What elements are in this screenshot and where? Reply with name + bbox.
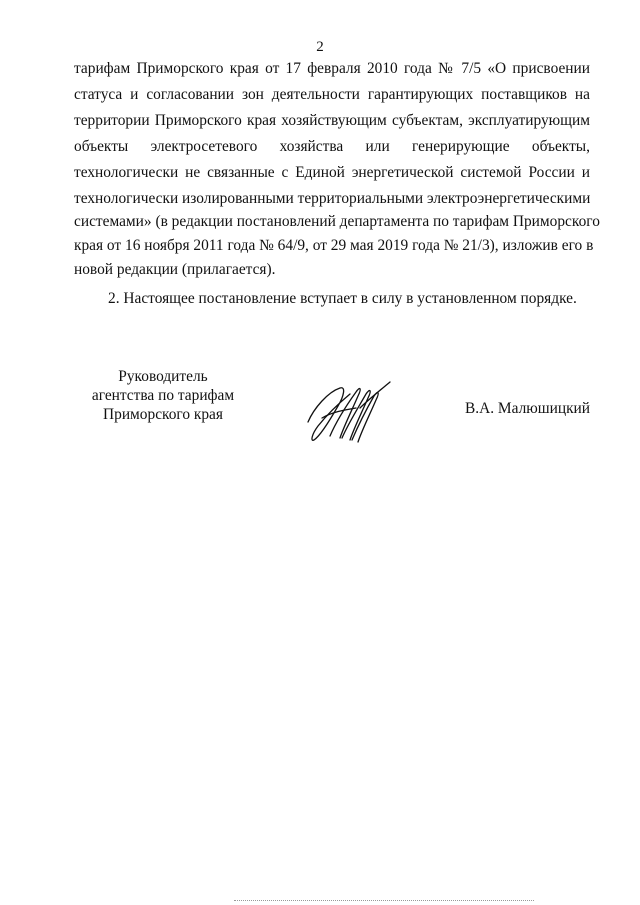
paragraph-line: системами» (в редакции постановлений департамента по тарифам Приморского	[74, 213, 600, 230]
paragraph-2: 2. Настоящее постановление вступает в силу в установленном порядке.	[108, 290, 577, 307]
paragraph-line: тарифам Приморского края от 17 февраля 2010 года № 7/5 «О присвоении	[74, 60, 590, 77]
position-line: агентства по тарифам	[91, 387, 235, 404]
paragraph-line: края от 16 ноября 2011 года № 64/9, от 29 мая 2019 года № 21/3), изложив его в	[74, 237, 594, 254]
signer-name: В.А. Малюшицкий	[465, 400, 591, 417]
paragraph-line: технологически изолированными территориальными электроэнергетическими	[74, 190, 591, 207]
paragraph-line: новой редакции (прилагается).	[74, 261, 276, 278]
scan-edge-artifact	[234, 900, 534, 903]
page-number: 2	[316, 39, 324, 55]
paragraph-line: технологически не связанные с Единой энергетической системой России и	[74, 164, 590, 181]
signatory-position	[78, 367, 248, 424]
position-line: Руководитель	[118, 368, 208, 385]
paragraph-line: объекты электросетевого хозяйства или генерирующие объекты,	[74, 138, 590, 155]
paragraph-line: статуса и согласовании зон деятельности гарантирующих поставщиков на	[74, 86, 590, 103]
position-line: Приморского края	[103, 406, 223, 423]
paragraph-line: территории Приморского края хозяйствующим субъектам, эксплуатирующим	[74, 112, 590, 129]
handwritten-signature	[300, 378, 392, 444]
